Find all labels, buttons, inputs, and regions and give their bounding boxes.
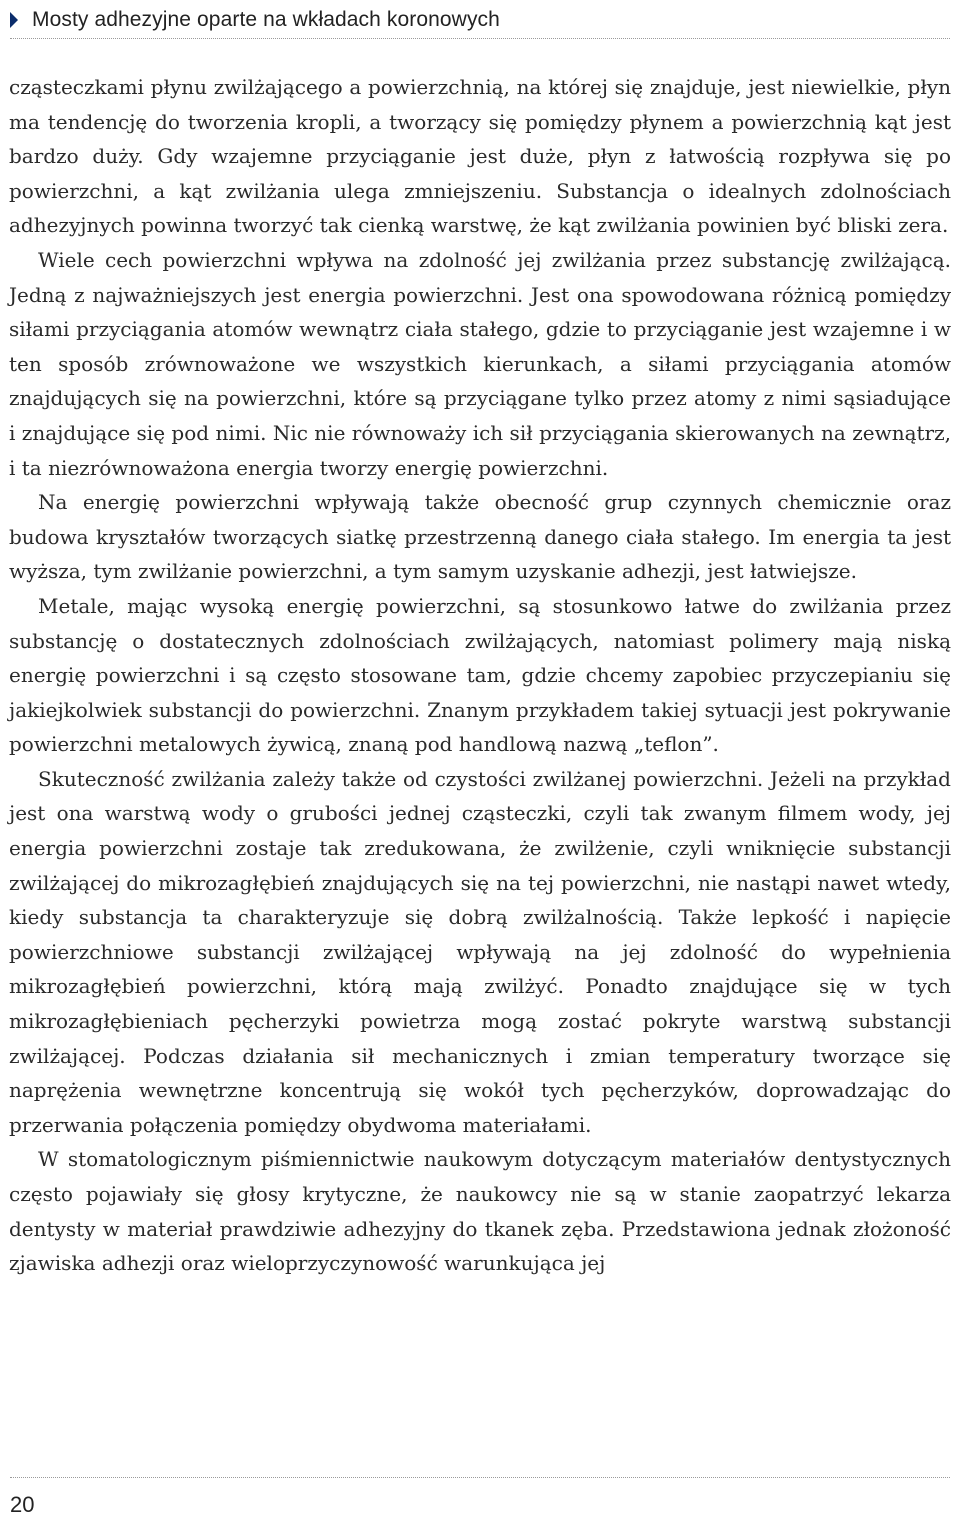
paragraph-continued: cząsteczkami płynu zwilżającego a powierzchnią, na której się znajduje, jest niewielkie, płyn ma tendencję do tworzenia kropli, a tworzący się pomiędzy płynem a powierzchnią kąt jest bardzo duży. Gdy wzajemne przyciąganie jest duże, płyn z łatwością rozpływa się po powierzchni, a kąt zwilżania ulega zmniejszeniu. Substancja o idealnych zdolnościach adhezyjnych powinna tworzyć tak cienką warstwę, że kąt zwilżania powinien być bliski zera. bbox=[9, 75, 951, 238]
paragraph: Skuteczność zwilżania zależy także od czystości zwilżanej powierzchni. Jeżeli na przykład jest ona warstwą wody o grubości jednej cząsteczki, czyli tak zwanym filmem wody, jej energia powierzchni zostaje tak zredukowana, że zwilżenie, czyli wniknięcie substancji zwilżającej do mikrozagłębień znajdujących się na tej powierzchni, nie nastąpi nawet wtedy, kiedy substancja ta charakteryzuje się dobrą zwilżalnością. Także lepkość i napięcie powierzchniowe substancji zwilżającej wpływają na jej zdolność do wypełnienia mikrozagłębień powierzchni, którą mają zwilżyć. Ponadto znajdujące się w tych mikrozagłębieniach pęcherzyki powietrza mogą zostać pokryte warstwą substancji zwilżającej. Podczas działania sił mechanicznych i zmian temperatury tworzące się naprężenia wewnętrzne koncentrują się wokół tych pęcherzyków, doprowadzając do przerwania połączenia pomiędzy obydwoma materiałami. bbox=[9, 766, 951, 1137]
paragraph: Wiele cech powierzchni wpływa na zdolność jej zwilżania przez substancję zwilżającą. Jedną z najważniejszych jest energia powierzchni. Jest ona spowodowana różnicą pomiędzy siłami przyciągania atomów wewnątrz ciała stałego, gdzie to przyciąganie jest wzajemne i w ten sposób zrównoważone we wszystkich kierunkach, a siłami przyciągania atomów znajdujących się na powierzchni, które są przyciągane tylko przez atomy z nimi sąsiadujące i znajdujące się pod nimi. Nic nie równoważy ich sił przyciągania skierowanych na zewnątrz, i ta niezrównoważona energia tworzy energię powierzchni. bbox=[9, 247, 951, 480]
running-header bbox=[10, 0, 950, 40]
paragraph: Metale, mając wysoką energię powierzchni, są stosunkowo łatwe do zwilżania przez substancję o dostatecznych zdolnościach zwilżających, natomiast polimery mają niską energię powierzchni i są często stosowane tam, gdzie chcemy zapobiec przyczepianiu się jakiejkolwiek substancji do powierzchni. Znanym przykładem takiej sytuacji jest pokrywanie powierzchni metalowych żywicą, znaną pod handlową nazwą „teflon”. bbox=[9, 593, 951, 757]
page-number: 20 bbox=[10, 1492, 35, 1517]
triangle-bullet-icon bbox=[10, 12, 18, 28]
paragraph: Na energię powierzchni wpływają także obecność grup czynnych chemicznie oraz budowa kryształów tworzących siatkę przestrzenną danego ciała stałego. Im energia ta jest wyższa, tym zwilżanie powierzchni, a tym samym uzyskanie adhezji, jest łatwiejsze. bbox=[9, 490, 951, 584]
paragraph: W stomatologicznym piśmiennictwie naukowym dotyczącym materiałów dentystycznych często pojawiały się głosy krytyczne, że naukowcy nie są w stanie zaopatrzyć lekarza dentysty w materiał prawdziwie adhezyjny do tkanek zęba. Przedstawiona jednak złożoność zjawiska adhezji oraz wieloprzyczynowość warunkująca jej bbox=[9, 1147, 951, 1276]
body-text bbox=[9, 70, 951, 1281]
header-divider bbox=[10, 38, 950, 39]
footer-divider bbox=[10, 1477, 950, 1478]
header-title: Mosty adhezyjne oparte na wkładach koronowych bbox=[32, 8, 500, 31]
